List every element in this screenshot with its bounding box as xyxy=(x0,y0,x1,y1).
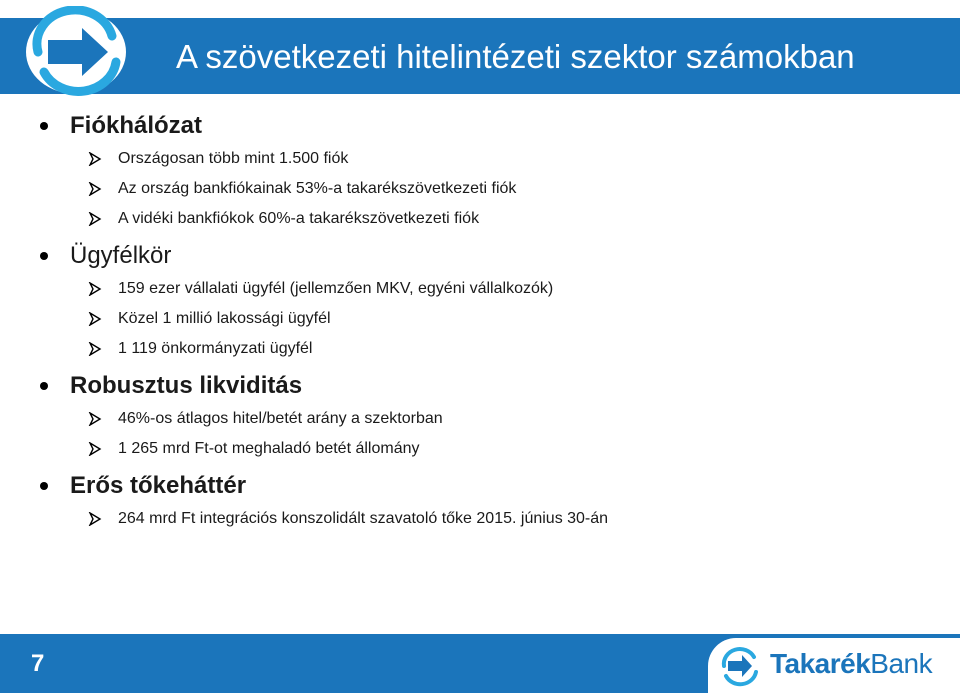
arrowhead-bullet-icon xyxy=(88,152,102,166)
logo-emblem-icon xyxy=(20,6,140,98)
page-number: 7 xyxy=(31,650,45,677)
brand-wordmark: TakarékBank xyxy=(770,648,933,679)
bullet-dot-icon xyxy=(40,482,48,490)
arrowhead-bullet-icon xyxy=(88,442,102,456)
bullet-dot-icon xyxy=(40,122,48,130)
arrowhead-bullet-icon xyxy=(88,212,102,226)
arrowhead-bullet-icon xyxy=(88,282,102,296)
arrowhead-bullet-icon xyxy=(88,312,102,326)
bullet-dot-icon xyxy=(40,382,48,390)
arrowhead-bullet-icon xyxy=(88,412,102,426)
bullet-dot-icon xyxy=(40,252,48,260)
page-title: A szövetkezeti hitelintézeti szektor számokban xyxy=(176,38,855,75)
arrowhead-bullet-icon xyxy=(88,342,102,356)
brand-emblem-icon xyxy=(718,645,762,687)
arrowhead-bullet-icon xyxy=(88,182,102,196)
arrowhead-bullet-icon xyxy=(88,512,102,526)
